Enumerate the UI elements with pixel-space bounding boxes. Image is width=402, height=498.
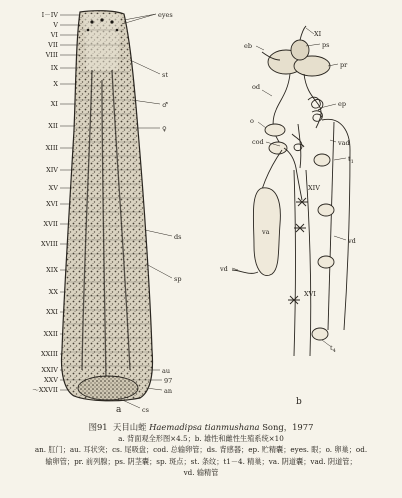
label-VII: VII bbox=[48, 41, 58, 49]
label-XXII: XXII bbox=[43, 330, 58, 338]
label-eb: eb bbox=[244, 42, 253, 50]
label-vd-right: vd bbox=[348, 237, 356, 245]
label-XXIV: XXIV bbox=[41, 366, 58, 374]
label-XXI: XXI bbox=[46, 308, 58, 316]
label-od: od bbox=[252, 83, 261, 91]
label-XXVII: ～XXVII bbox=[32, 386, 58, 394]
reproductive-system bbox=[232, 26, 350, 356]
label-ep: ep bbox=[338, 100, 347, 108]
leech-body bbox=[62, 11, 153, 401]
label-va: va bbox=[262, 228, 270, 236]
caption-line-2: a. 背面观全形图×4.5；b. 雄性和雌性生殖系统×10 bbox=[118, 434, 284, 444]
label-ds: ds bbox=[174, 233, 182, 241]
label-XIV: XIV bbox=[308, 184, 320, 192]
label-XI: XI bbox=[50, 100, 58, 108]
label-IX: IX bbox=[50, 64, 58, 72]
label-o: o bbox=[250, 117, 254, 125]
figure-caption bbox=[6, 422, 396, 478]
label-t4: $t_4$ bbox=[330, 344, 336, 354]
label-VIII: VIII bbox=[45, 51, 58, 59]
label-an: an bbox=[164, 387, 173, 395]
caption-author: Song，1977 bbox=[262, 422, 314, 432]
label-XXIII: XXIII bbox=[41, 350, 58, 358]
label-ps: ps bbox=[322, 41, 330, 49]
label-I-IV: I－IV bbox=[41, 11, 58, 19]
label-XIII: XIII bbox=[45, 144, 58, 152]
label-XX: XX bbox=[48, 288, 58, 296]
label-XVI: XVI bbox=[304, 290, 316, 298]
label-cs: cs bbox=[142, 406, 149, 414]
label-XII: XII bbox=[48, 122, 58, 130]
caption-line-3: an. 肛门；au. 耳状突；cs. 尾吸盘；cod. 总输卵管；ds. 背感器；ep. 贮精囊；eyes. 眼；o. 卵巢；od. bbox=[34, 445, 368, 455]
label-XV: XV bbox=[48, 184, 58, 192]
label-XXV: XXV bbox=[44, 376, 58, 384]
label-male: ♂ bbox=[162, 101, 168, 109]
label-eyes: eyes bbox=[158, 11, 173, 19]
label-XIV: XIV bbox=[46, 166, 58, 174]
label-vad: vad bbox=[338, 139, 350, 147]
label-t1: $t_1$ bbox=[348, 155, 354, 165]
organ-labels-b bbox=[219, 28, 356, 354]
caption-species: Haemadipsa tianmushana bbox=[149, 422, 260, 432]
label-97: 97 bbox=[164, 377, 173, 385]
label-X: X bbox=[53, 80, 58, 88]
label-pr: pr bbox=[340, 61, 348, 69]
panel-label-b: b bbox=[296, 397, 302, 407]
label-XVI: XVI bbox=[46, 200, 58, 208]
panel-label-a: a bbox=[116, 405, 122, 415]
label-cod: cod bbox=[252, 138, 264, 146]
label-XI: XI bbox=[314, 30, 322, 38]
label-VI: VI bbox=[50, 31, 58, 39]
caption-fig-no: 图91 bbox=[88, 422, 108, 432]
label-V: V bbox=[53, 21, 58, 29]
caption-cn-name: 天目山蛭 bbox=[112, 422, 147, 432]
caption-line-5: vd. 输精管 bbox=[183, 467, 219, 477]
label-au: au bbox=[162, 367, 171, 375]
label-XVII: XVII bbox=[43, 220, 58, 228]
label-sp: sp bbox=[174, 275, 182, 283]
label-st: st bbox=[162, 71, 168, 79]
caption-line-4: 输卵管；pr. 前列腺；ps. 阴茎囊；sp. 斑点；st. 条纹；t1－4. 精巢；va. 阴道囊；vad. 阴道管； bbox=[45, 456, 357, 466]
label-XVIII: XVIII bbox=[40, 240, 58, 248]
label-vd-left: vd bbox=[220, 265, 228, 273]
label-XIX: XIX bbox=[46, 266, 58, 274]
label-female: ♀ bbox=[162, 125, 167, 133]
caudal-sucker bbox=[78, 376, 138, 400]
caption-title bbox=[6, 422, 396, 433]
